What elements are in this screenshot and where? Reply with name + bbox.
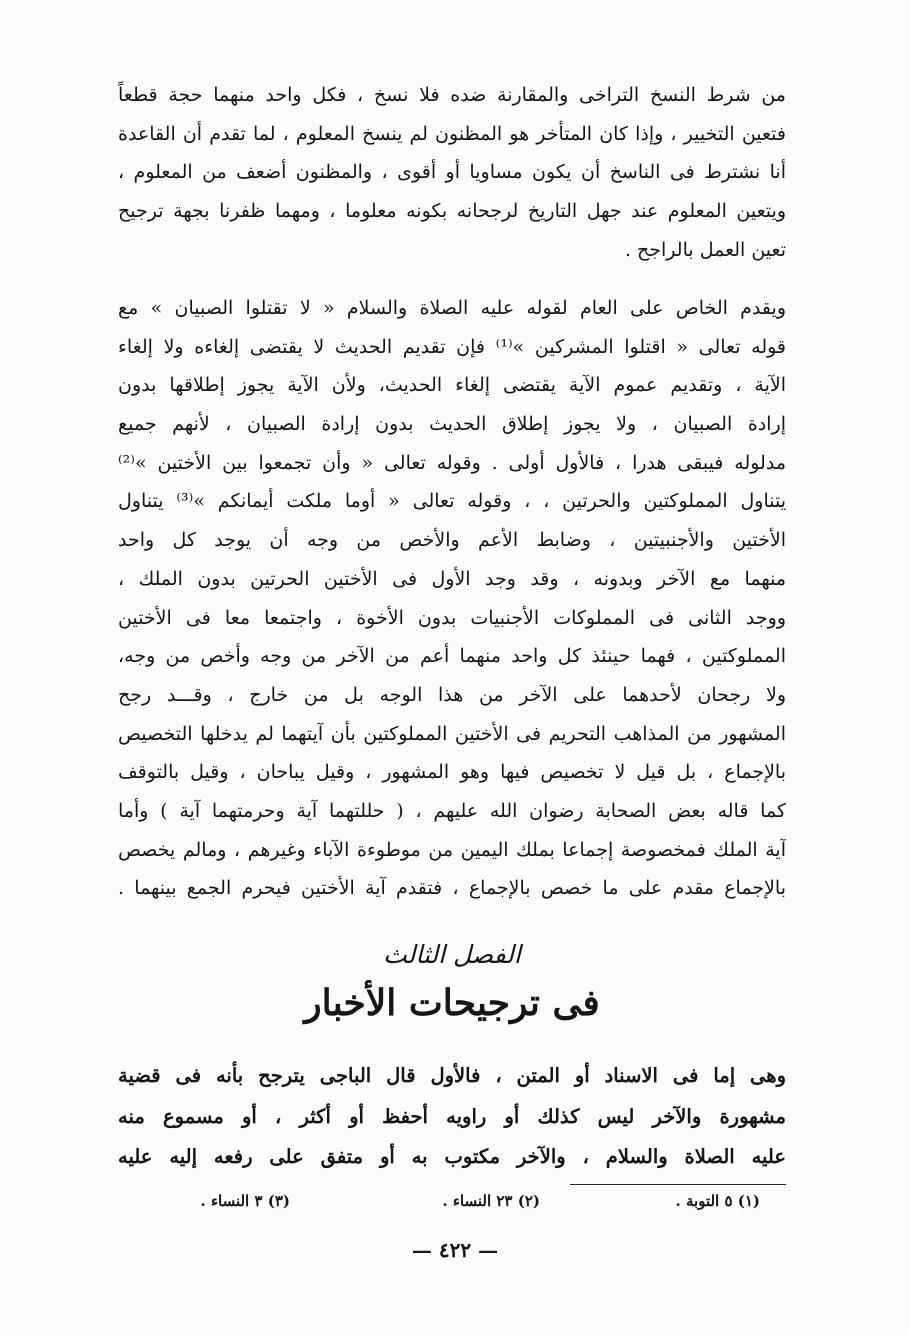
text-line: منهما مع الآخر وبدونه ، وقد وجد الأول فى الأختين الحرتين بدون الملك ، <box>118 567 786 590</box>
text-line: المملوكتين ، فهما حينئذ كل واحد منهما أعم من الآخر من وجه وأخص من وجه، <box>118 645 786 668</box>
text-line: مشهورة والآخر ليس كذلك أو راويه أحفظ أو أكثر ، أو مسموع منه <box>118 1104 786 1128</box>
text-line: يتناول المملوكتين والحرتين ، ، وقوله تعالى « أوما ملكت أيمانكم »⁽³⁾ يتناول <box>118 490 786 513</box>
paragraph-2 <box>118 289 786 947</box>
text-line: ووجد الثانى فى المملوكات الأجنبيات بدون الأخوة ، واجتمعا معا فى الأختين <box>118 606 786 629</box>
text-line: ويتعين المعلوم عند جهل التاريخ لرجحانه بكونه معلوما ، ومهما ظفرنا بجهة ترجيح <box>118 200 786 223</box>
paragraph-1 <box>118 76 786 269</box>
text-line: تعين العمل بالراجح . <box>624 238 786 261</box>
text-line: ولا رجحان لأحدهما على الآخر من هذا الوجه بل من خارج ، وقـــد رجح <box>118 683 786 706</box>
text-line: كما قاله بعض الصحابة رضوان الله عليهم ، ( حللتهما آية وحرمتهما آية ) وأما <box>118 799 786 822</box>
footnote-divider <box>570 1184 786 1185</box>
text-line: الآية ، وتقديم عموم الآية يقتضى إلغاء الحديث، ولأن الآية يجوز إطلاقها بدون <box>118 374 786 397</box>
text-line: فتعين التخيير ، وإذا كان المتأخر هو المظنون لم ينسخ المعلوم ، لما تقدم أن القاعدة <box>118 122 786 145</box>
text-line: بالإجماع ، بل قيل لا تخصيص فيها وهو المشهور ، وقيل يباحان ، وقيل بالتوقف <box>118 761 786 784</box>
text-line: مدلوله فيبقى هدرا ، فالأول أولى . وقوله تعالى « وأن تجمعوا بين الأختين »⁽²⁾ <box>118 451 786 474</box>
text-line: المشهور من المذاهب التحريم فى الأختين المملوكتين بأن آيتهما لم يدخلها التخصيص <box>118 722 786 745</box>
chapter-title: فى ترجيحات الأخبار <box>304 982 600 1024</box>
text-line: وهى إما فى الاسناد أو المتن ، فالأول قال الباجى يترجح بأنه فى قضية <box>118 1064 786 1087</box>
text-line: عليه الصلاة والسلام ، والآخر مكتوب به أو متفق على رفعه إليه عليه <box>118 1145 786 1168</box>
footnote-1: (١) ٥ التوبة . <box>675 1192 760 1210</box>
text-line: قوله تعالى « اقتلوا المشركين »⁽¹⁾ فإن تقديم الحديث لا يقتضى إلغاءه ولا إلغاء <box>118 335 786 358</box>
text-line: ويقدم الخاص على العام لقوله عليه الصلاة والسلام « لا تقتلوا الصبيان » مع <box>118 297 786 319</box>
text-line: بالإجماع مقدم على ما خصص بالإجماع ، فتقدم آية الأختين فيحرم الجمع بينهما . <box>118 877 786 900</box>
chapter-label: الفصل الثالث <box>383 940 521 969</box>
text-line: آية الملك فمخصوصة إجماعا بملك اليمين من موطوءة الآباء وغيرهم ، ومالم يخصص <box>118 838 786 861</box>
text-line: أنا نشترط فى الناسخ أن يكون مساويا أو أقوى ، والمظنون أضعف من المعلوم ، <box>118 161 786 184</box>
footnote-2: (٢) ٢٣ النساء . <box>442 1192 540 1210</box>
text-line: الأختين والأجنبيتين ، وضابط الأعم والأخص من وجه أن يوجد كل واحد <box>118 529 786 552</box>
text-line: إرادة الصبيان ، ولا يجوز إطلاق الحديث بدون إرادة الصبيان ، لأنهم جميع <box>118 413 786 436</box>
footnote-3: (٣) ٣ النساء . <box>200 1192 290 1210</box>
paragraph-3 <box>118 1056 786 1178</box>
footnotes <box>160 1192 760 1218</box>
text-line: من شرط النسخ التراخى والمقارنة ضده فلا نسخ ، فكل واحد منهما حجة قطعاً <box>118 84 786 106</box>
page-number: — ٤٢٢ — <box>411 1238 499 1262</box>
